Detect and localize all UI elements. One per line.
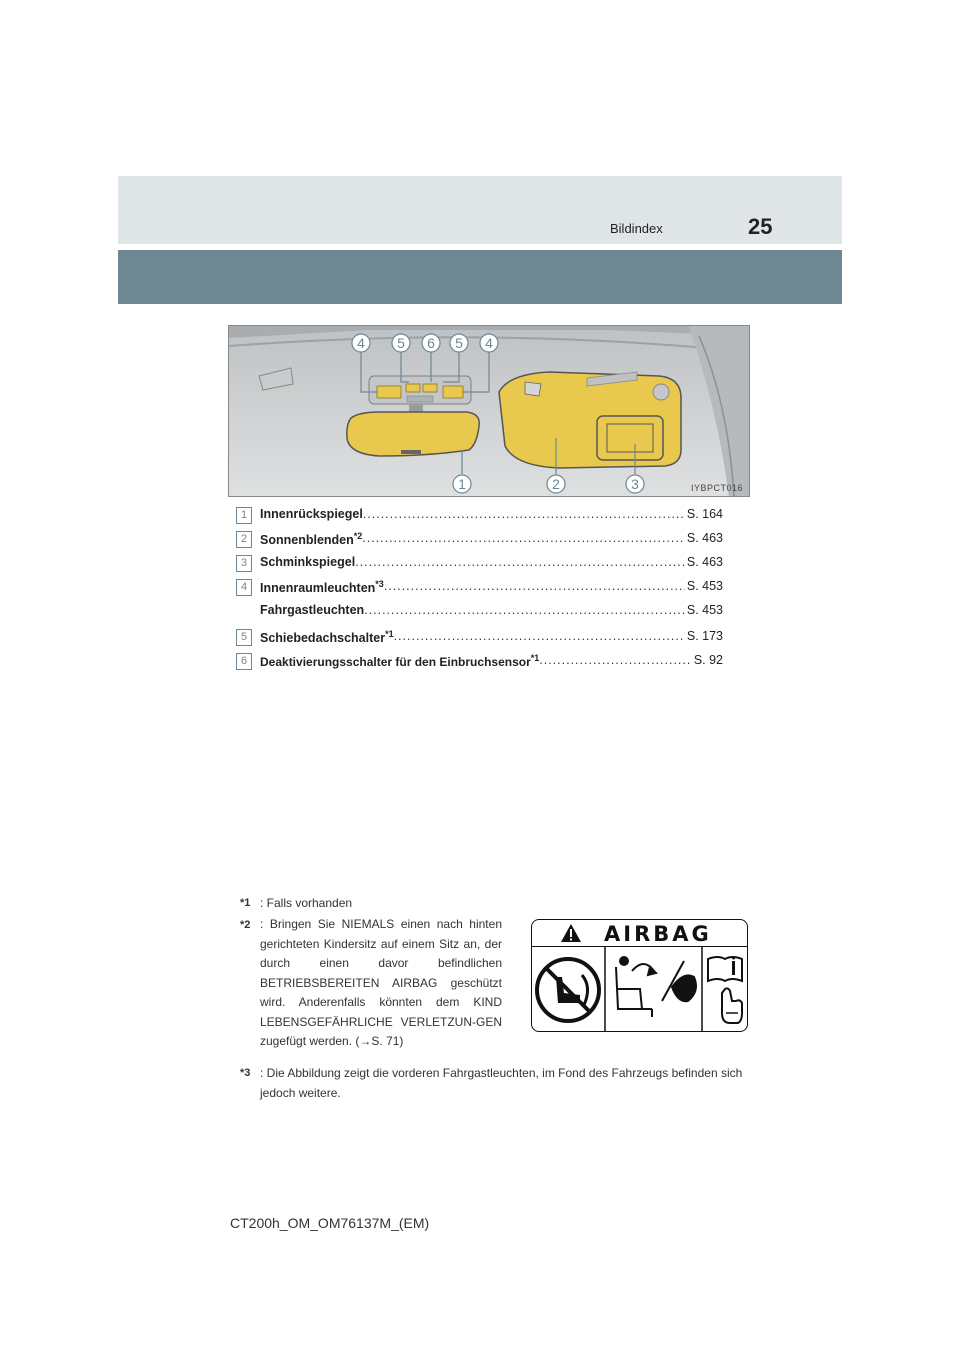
svg-text:5: 5 (397, 335, 405, 351)
svg-text:1: 1 (458, 476, 466, 492)
footnote-2-text: : Bringen Sie NIEMALS einen nach hinten gerichteten Kindersitz auf einem Sitz an, der durch einen davor befindlichen BETRIEBSBEREITEN AIRBAG geschützt wird. Anderenfalls könnten dem KIND LEBENSGEFÄHRLICHE VERLETZUN-GEN zugefügt werden. (→S. 71) (260, 917, 502, 1048)
item-number: 2 (236, 531, 252, 548)
item-sub-label: Fahrgastleuchten (260, 603, 365, 617)
illustration-code: IYBPCT016 (690, 483, 743, 493)
no-rear-child-seat-icon (537, 959, 599, 1021)
leader-dots (384, 579, 685, 595)
svg-text:5: 5 (455, 335, 463, 351)
item-page-link[interactable]: S. 463 (686, 531, 723, 545)
leader-dots (539, 653, 692, 669)
index-item-3 (236, 553, 723, 577)
index-item-5 (236, 627, 723, 651)
airbag-warning-label (531, 919, 748, 1032)
page-number: 25 (748, 214, 773, 239)
item-page-link[interactable]: S. 453 (686, 579, 723, 593)
item-page-link[interactable]: S. 173 (686, 629, 723, 643)
footnote-marker: *2 (353, 531, 363, 541)
footnote-marker: *1 (530, 653, 540, 663)
airbag-title: AIRBAG (604, 922, 712, 946)
item-number: 3 (236, 555, 252, 572)
header-accent-band (118, 250, 842, 304)
svg-text:4: 4 (485, 335, 493, 351)
index-item-2 (236, 529, 723, 553)
footnote-marker: *3 (375, 579, 384, 589)
item-label: Innenraumleuchten$^{*3}$ (260, 579, 384, 596)
item-number: 5 (236, 629, 252, 646)
item-label: Innenrückspiegel (260, 507, 363, 521)
footnote-3 (240, 1063, 746, 1103)
item-label: Sonnenblenden$^{*2}$ (260, 531, 363, 548)
airbag-pictograms (532, 947, 748, 1032)
item-page-link[interactable]: S. 92 (693, 653, 723, 667)
footnote-text: : Falls vorhanden (260, 896, 353, 910)
item-page-link[interactable]: S. 453 (686, 603, 723, 617)
interior-drawing (229, 326, 750, 497)
document-code: CT200h_OM_OM76137M_(EM) (230, 1215, 430, 1231)
leader-dots (362, 531, 685, 547)
item-label: Schminkspiegel (260, 555, 356, 569)
footnote-mark: *1 (240, 897, 251, 909)
item-number: 4 (236, 579, 252, 596)
index-item-1 (236, 505, 723, 529)
svg-text:6: 6 (427, 335, 435, 351)
item-page-link[interactable]: S. 164 (686, 507, 723, 521)
warning-triangle-icon (560, 923, 582, 943)
leader-dots (364, 603, 685, 617)
manual-info-icon (708, 957, 742, 1024)
leader-dots (394, 629, 685, 645)
footnote-marker: *1 (385, 629, 394, 639)
footnote-text: : Die Abbildung zeigt die vorderen Fahrgastleuchten, im Fond des Fahrzeugs befinden sich jedoch weitere. (260, 1066, 743, 1100)
section-title: Bildindex (610, 221, 663, 236)
header-band (118, 176, 842, 244)
footnote-mark: *3 (240, 1067, 251, 1079)
index-item-4 (236, 577, 723, 601)
index-list (236, 505, 723, 675)
item-label: Schiebedachschalter$^{*1}$ (260, 629, 394, 646)
index-item-4-sub (236, 601, 723, 623)
airbag-deploy-icon (616, 957, 696, 1017)
item-number: 1 (236, 507, 252, 524)
footnote-mark: *2 (240, 919, 251, 931)
item-label: Deaktivierungsschalter für den Einbruchsensor$^{*1}$ (260, 653, 540, 669)
svg-text:2: 2 (552, 476, 560, 492)
footnote-1 (240, 893, 353, 913)
leader-dots (363, 507, 685, 521)
callout-4-left: 4 (357, 335, 365, 351)
leader-dots (355, 555, 685, 569)
item-page-link[interactable]: S. 463 (686, 555, 723, 569)
item-number: 6 (236, 653, 252, 670)
svg-text:3: 3 (631, 476, 639, 492)
index-item-6 (236, 651, 723, 675)
interior-illustration (228, 325, 750, 497)
